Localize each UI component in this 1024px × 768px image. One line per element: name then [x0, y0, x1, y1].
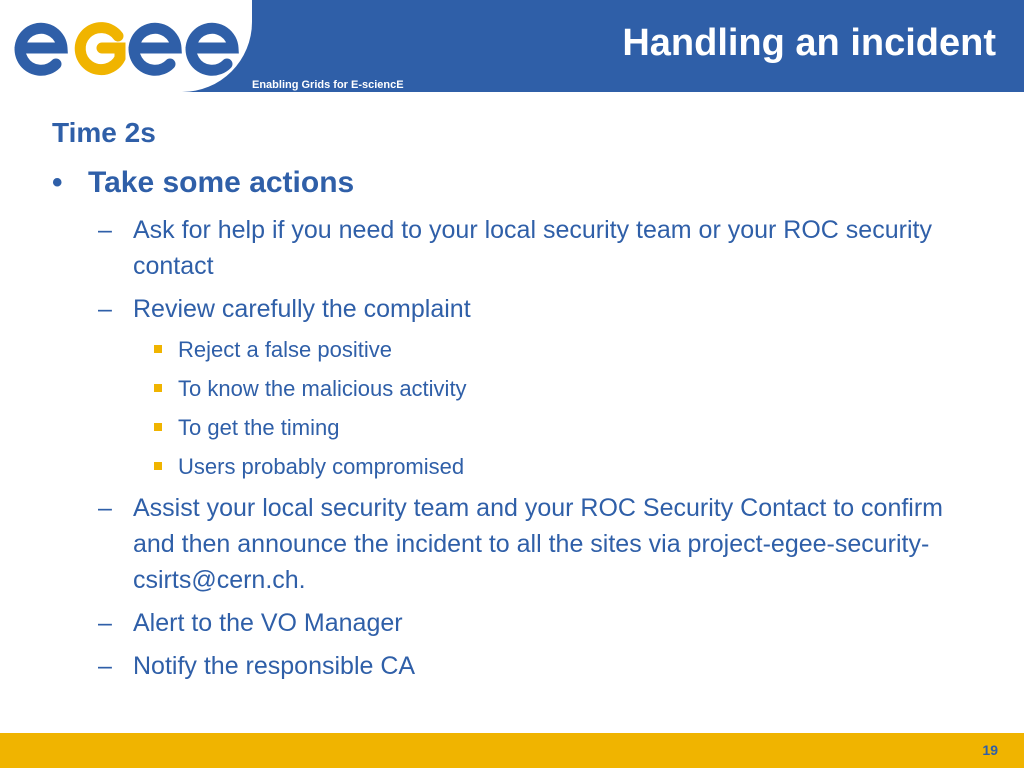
bullet-text: Take some actions — [88, 166, 355, 199]
list-item-ask-for-help — [98, 212, 988, 284]
sub-item-text: Users probably compromised — [178, 454, 465, 479]
list-item-assist-team — [98, 490, 988, 598]
list-item-text: Ask for help if you need to your local security team or your ROC security contact — [133, 216, 932, 280]
square-bullet-icon — [154, 462, 162, 470]
egee-logo — [10, 10, 242, 82]
sub-item-false-positive — [152, 335, 392, 365]
slide-title: Handling an incident — [622, 22, 996, 64]
sub-item-users-compromised — [152, 452, 464, 482]
list-item-notify-ca — [98, 648, 988, 684]
footer-bar — [0, 733, 1024, 768]
list-item-text: Alert to the VO Manager — [133, 609, 403, 637]
dash-mark: – — [98, 295, 112, 323]
square-bullet-icon — [154, 423, 162, 431]
dash-mark: – — [98, 609, 112, 637]
sub-item-timing — [152, 413, 339, 443]
sub-item-text: To get the timing — [178, 415, 340, 440]
list-item-review-complaint — [98, 291, 988, 327]
tagline: Enabling Grids for E-sciencE — [252, 79, 404, 91]
dash-mark: – — [98, 652, 112, 680]
list-item-text: Notify the responsible CA — [133, 652, 416, 680]
list-item-alert-vo-manager — [98, 605, 988, 641]
dash-mark: – — [98, 494, 112, 522]
sub-item-text: To know the malicious activity — [178, 376, 467, 401]
list-item-text: Assist your local security team and your ROC Security Contact to confirm and then announce the incident to all the sites via project-egee-security-csirts@cern.ch. — [133, 494, 944, 594]
square-bullet-icon — [154, 345, 162, 353]
bullet-take-actions — [52, 166, 354, 200]
list-item-text: Review carefully the complaint — [133, 295, 471, 323]
dash-mark: – — [98, 216, 112, 244]
bullet-mark: • — [52, 166, 63, 199]
logo-panel — [0, 0, 252, 92]
section-heading: Time 2s — [52, 117, 156, 148]
page-number: 19 — [982, 742, 998, 758]
square-bullet-icon — [154, 384, 162, 392]
sub-item-text: Reject a false positive — [178, 337, 392, 362]
sub-item-malicious-activity — [152, 374, 467, 404]
